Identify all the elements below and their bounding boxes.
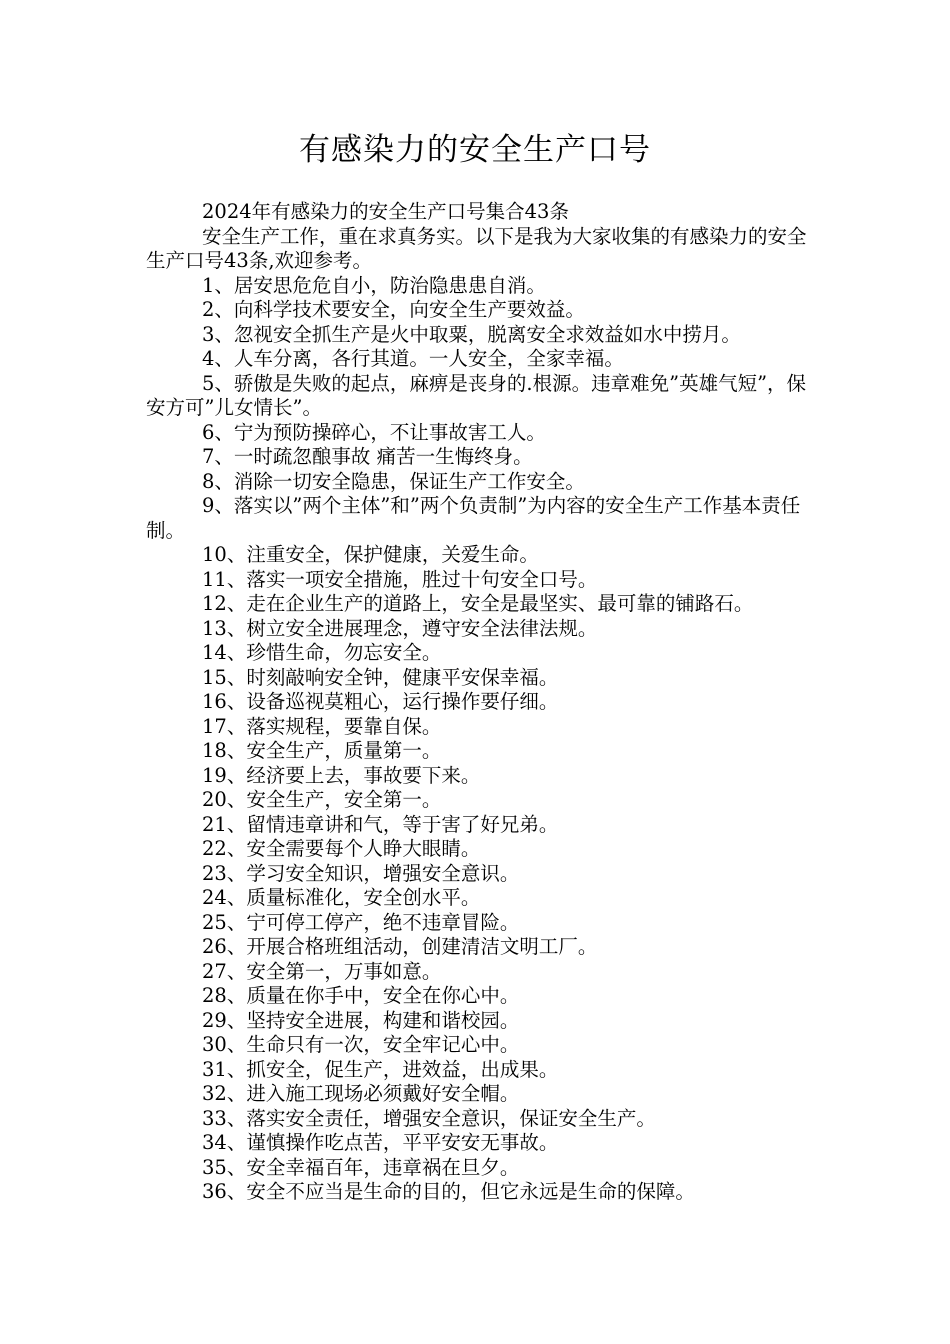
paragraph: 安全生产工作，重在求真务实。以下是我为大家收集的有感染力的安全生产口号43条,欢迎参考。 bbox=[146, 224, 807, 272]
slogan-item: 36、安全不应当是生命的目的，但它永远是生命的保障。 bbox=[202, 1180, 695, 1203]
paragraph: 2024年有感染力的安全生产口号集合43条 bbox=[202, 200, 569, 223]
slogan-item: 2、向科学技术要安全，向安全生产要效益。 bbox=[202, 298, 585, 321]
slogan-item: 34、谨慎操作吃点苦，平平安安无事故。 bbox=[202, 1131, 559, 1154]
slogan-item: 8、消除一切安全隐患，保证生产工作安全。 bbox=[202, 469, 585, 493]
slogan-item: 31、抓安全，促生产，进效益，出成果。 bbox=[202, 1057, 559, 1081]
slogan-item: 11、落实一项安全措施，胜过十句安全口号。 bbox=[202, 567, 598, 591]
slogan-item: 24、质量标准化，安全创水平。 bbox=[202, 886, 481, 909]
slogan-item: 35、安全幸福百年，违章祸在旦夕。 bbox=[202, 1155, 520, 1179]
slogan-item: 21、留情违章讲和气，等于害了好兄弟。 bbox=[202, 812, 559, 836]
slogan-item: 9、落实以”两个主体”和”两个负责制”为内容的安全生产工作基本责任制。 bbox=[146, 494, 801, 542]
slogan-item: 6、宁为预防操碎心，不让事故害工人。 bbox=[202, 420, 546, 444]
document-title: 有感染力的安全生产口号 bbox=[299, 132, 651, 168]
slogan-item: 20、安全生产，安全第一。 bbox=[202, 788, 442, 811]
slogan-item: 23、学习安全知识，增强安全意识。 bbox=[202, 861, 520, 885]
slogan-item: 29、坚持安全进展，构建和谐校园。 bbox=[202, 1008, 520, 1032]
slogan-item: 13、树立安全进展理念，遵守安全法律法规。 bbox=[202, 616, 598, 640]
slogan-item: 4、人车分离，各行其道。一人安全，全家幸福。 bbox=[202, 347, 624, 370]
slogan-item: 25、宁可停工停产，绝不违章冒险。 bbox=[202, 910, 520, 934]
slogan-item: 5、骄傲是失败的起点，麻痹是丧身的.根源。违章难免”英雄气短”，保安方可”儿女情长”。 bbox=[146, 371, 807, 419]
slogan-item: 30、生命只有一次，安全牢记心中。 bbox=[202, 1033, 520, 1056]
slogan-item: 19、经济要上去，事故要下来。 bbox=[202, 763, 481, 787]
slogan-item: 22、安全需要每个人睁大眼睛。 bbox=[202, 837, 481, 860]
slogan-item: 1、居安思危危自小，防治隐患患自消。 bbox=[202, 273, 546, 297]
slogan-item: 17、落实规程，要靠自保。 bbox=[202, 714, 442, 738]
slogan-item: 28、质量在你手中，安全在你心中。 bbox=[202, 984, 520, 1007]
slogan-item: 12、走在企业生产的道路上，安全是最坚实、最可靠的铺路石。 bbox=[202, 592, 754, 615]
slogan-item: 14、珍惜生命，勿忘安全。 bbox=[202, 641, 442, 664]
slogan-item: 18、安全生产，质量第一。 bbox=[202, 739, 442, 762]
slogan-item: 10、注重安全，保护健康，关爱生命。 bbox=[202, 543, 539, 566]
slogan-item: 32、进入施工现场必须戴好安全帽。 bbox=[202, 1082, 520, 1105]
slogan-item: 16、设备巡视莫粗心，运行操作要仔细。 bbox=[202, 690, 559, 713]
slogan-item: 33、落实安全责任，增强安全意识，保证安全生产。 bbox=[202, 1106, 656, 1130]
slogan-item: 26、开展合格班组活动，创建清洁文明工厂。 bbox=[202, 935, 598, 958]
slogan-item: 3、忽视安全抓生产是火中取粟，脱离安全求效益如水中捞月。 bbox=[202, 322, 741, 346]
slogan-item: 15、时刻敲响安全钟，健康平安保幸福。 bbox=[202, 665, 559, 689]
slogan-item: 7、一时疏忽酿事故 痛苦一生悔终身。 bbox=[202, 445, 533, 468]
slogan-item: 27、安全第一，万事如意。 bbox=[202, 959, 442, 983]
document-body bbox=[146, 200, 811, 1205]
